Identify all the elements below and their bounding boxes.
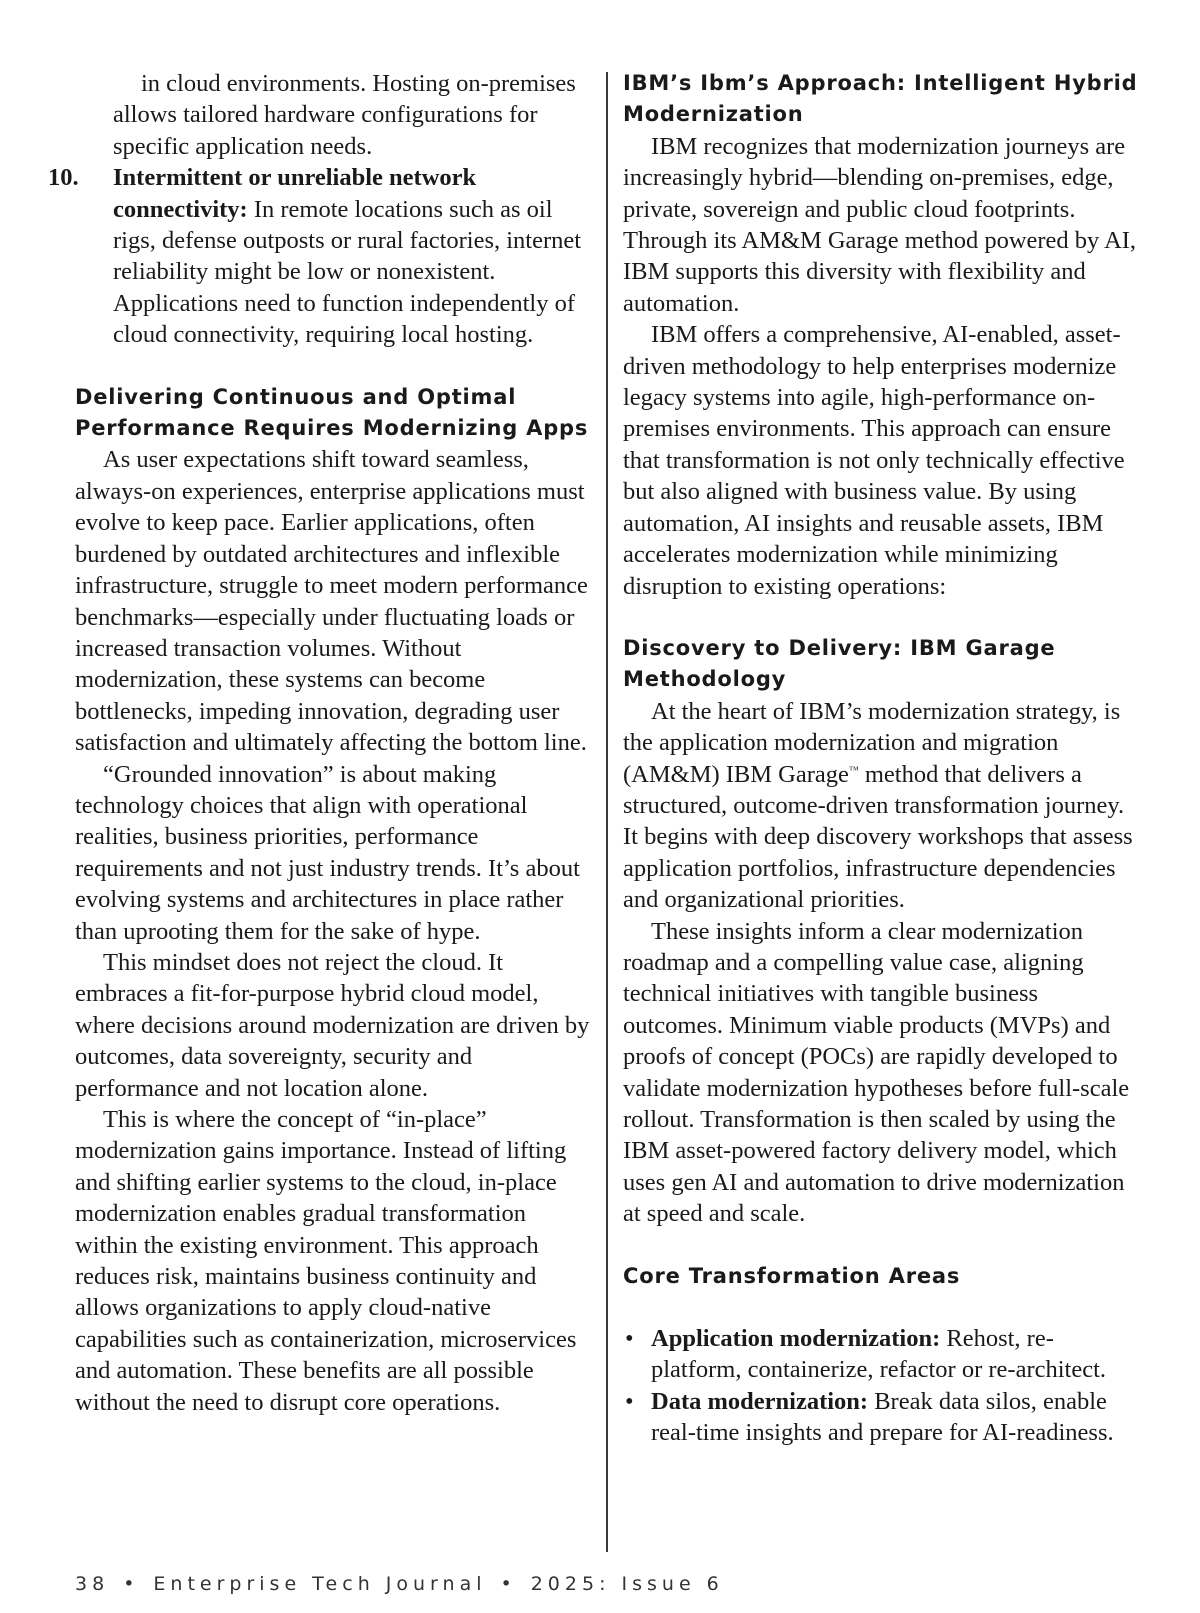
bullet-title: Data modernization: [651, 1387, 869, 1415]
bullet-icon: • [625, 1325, 634, 1353]
paragraph: “Grounded innovation” is about making technology choices that align with operational realities, business priorities, performance requirements and not just industry trends. It’s about evolving systems and architectures in place rather than uprooting them for the sake of hype. [75, 760, 580, 945]
section-heading-garage: Discovery to Delivery: IBM Garage Methodology [623, 635, 1056, 692]
page-number: 38 [75, 1573, 110, 1595]
bullet-text: Rehost, re-platform, containerize, refactor or re-architect. [651, 1325, 1107, 1384]
bullet-title: Application modernization: [651, 1325, 941, 1353]
paragraph: As user expectations shift toward seamless, always-on experiences, enterprise applications must evolve to keep pace. Earlier applications, often burdened by outdated architectures and inflexible infrastructure, struggle to meet modern performance benchmarks—especially under fluctuating loads or increased transaction volumes. Without modernization, these systems can become bottlenecks, impeding innovation, degrading user satisfaction and ultimately affecting the bottom line. [75, 446, 588, 757]
bullet-item-app-modernization [623, 1323, 1143, 1386]
paragraph: IBM offers a comprehensive, AI-enabled, asset-driven methodology to help enterprises modernize legacy systems into agile, high-performance on-premises environments. This approach can ensure that transformation is not only technically effective but also aligned with business value. By using automation, AI insights and reusable assets, IBM accelerates modernization while minimizing disruption to existing operations: [623, 321, 1125, 600]
section-heading-ibm-approach: IBM’s Ibm’s Approach: Intelligent Hybrid Modernization [623, 71, 1138, 127]
left-column [48, 68, 590, 1418]
section-heading-core-areas: Core Transformation Areas [623, 1263, 961, 1288]
bullet-item-data-modernization [623, 1386, 1143, 1449]
right-column [623, 68, 1143, 1449]
paragraph: This mindset does not reject the cloud. It embraces a fit-for-purpose hybrid cloud model, where decisions around modernization are driven by outcomes, data sovereignty, security and performance and not location alone. [75, 948, 590, 1102]
continued-list-text: in cloud environments. Hosting on-premises allows tailored hardware configurations for specific application needs. [113, 70, 576, 160]
list-item-10 [48, 162, 590, 350]
footer-separator: • [123, 1573, 140, 1595]
bullet-text: Break data silos, enable real-time insights and prepare for AI-readiness. [651, 1387, 1114, 1447]
list-item-title: Intermittent or unreliable network connectivity: [113, 164, 477, 223]
list-number: 10. [48, 164, 79, 192]
section-heading-performance: Delivering Continuous and Optimal Performance Requires Modernizing Apps [75, 384, 589, 441]
trademark-symbol: ™ [848, 764, 859, 776]
footer-separator: • [500, 1573, 517, 1595]
paragraph: This is where the concept of “in-place” modernization gains importance. Instead of lifting and shifting earlier systems to the cloud, in-place modernization enables gradual transformation within the existing environment. This approach reduces risk, maintains business continuity and allows organizations to apply cloud-native capabilities such as containerization, microservices and automation. These benefits are all possible without the need to disrupt core operations. [75, 1106, 577, 1416]
column-divider [606, 72, 608, 1552]
bullet-icon: • [625, 1387, 634, 1415]
page-footer [75, 1573, 724, 1595]
paragraph: These insights inform a clear modernization roadmap and a compelling value case, aligning technical initiatives with tangible business outcomes. Minimum viable products (MVPs) and proofs of concept (POCs) are rapidly developed to validate modernization hypotheses before full-scale rollout. Transformation is then scaled by using the IBM asset-powered factory delivery model, which uses gen AI and automation to drive modernization at speed and scale. [623, 917, 1130, 1228]
paragraph: At the heart of IBM’s modernization strategy, is the application modernization and migration (AM&M) IBM Garage™ method that delivers a structured, outcome-driven transformation journey. It begins with deep discovery workshops that assess application portfolios, infrastructure dependencies and organizational priorities. [623, 697, 1133, 914]
list-item-text: In remote locations such as oil rigs, defense outposts or rural factories, internet reliability might be low or nonexistent. Applications need to function independently of cloud connectivity, requiring local hosting. [113, 195, 582, 349]
paragraph: IBM recognizes that modernization journeys are increasingly hybrid—blending on-premises, edge, private, sovereign and public cloud footprints. Through its AM&M Garage method powered by AI, IBM supports this diversity with flexibility and automation. [623, 132, 1137, 317]
journal-name: Enterprise Tech Journal [153, 1573, 487, 1595]
issue-label: 2025: Issue 6 [530, 1573, 724, 1595]
bullet-list [623, 1323, 1143, 1449]
